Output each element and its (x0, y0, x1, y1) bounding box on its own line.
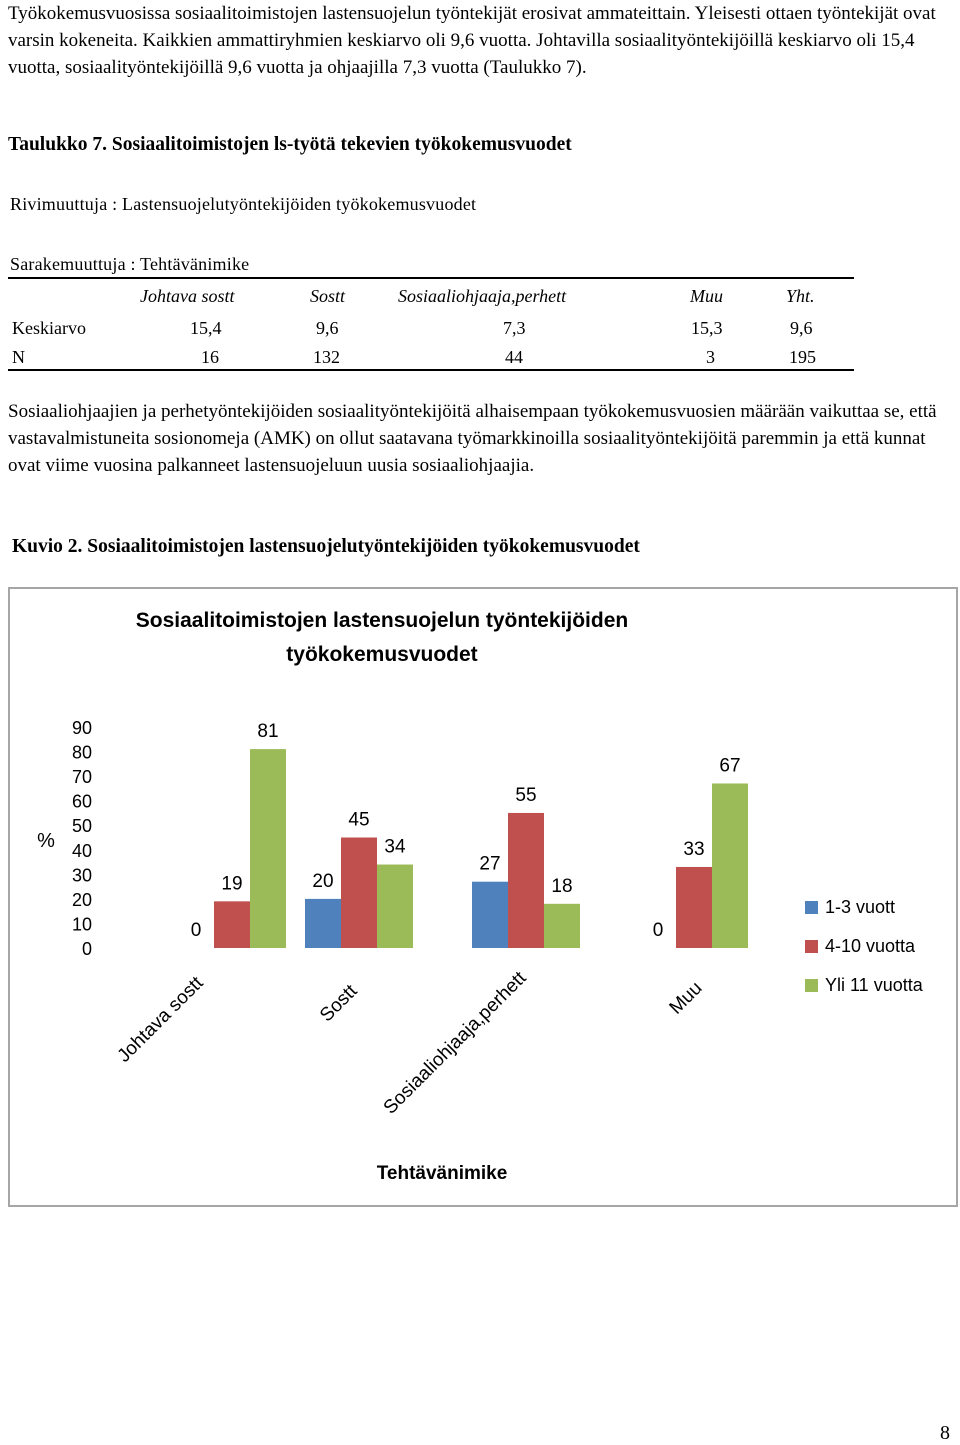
table-cell: 132 (313, 347, 340, 367)
y-tick-label: 50 (71, 816, 92, 837)
bar-chart (10, 589, 956, 1205)
bar (712, 783, 748, 948)
y-axis-label: % (37, 830, 55, 852)
table-header: Johtava sostt (140, 286, 235, 306)
table-caption: Taulukko 7. Sosiaalitoimistojen ls-työtä tekevien työkokemusvuodet (8, 134, 572, 155)
bar (544, 904, 580, 948)
bar (508, 813, 544, 948)
y-tick-label: 90 (71, 718, 92, 738)
table-cell: 15,4 (190, 318, 222, 338)
data-label: 33 (683, 838, 705, 860)
y-tick-label: 40 (71, 840, 92, 861)
bar (676, 867, 712, 948)
y-tick-label: 80 (71, 742, 92, 763)
chart-title-line2: työkokemusvuodet (286, 643, 478, 666)
table-row-label: Keskiarvo (12, 318, 86, 338)
bar (377, 865, 413, 948)
bar (214, 901, 250, 948)
data-label: 0 (652, 920, 664, 941)
intro-paragraph: Työkokemusvuosissa sosiaalitoimistojen lastensuojelun työntekijät erosivat ammateittain. Yleisesti ottaen työntekijät ovat varsin kokeneita. Kaikkien ammattiryhmien keskiarvo oli 9,6 vuotta. Johtavilla sosiaalityöntekijöillä keskiarvo oli 15,4 vuotta, sosiaalityöntekijöillä 9,6 vuotta ja ohjaajilla 7,3 vuotta (Taulukko 7). (8, 3, 936, 78)
legend-label: Yli 11 vuotta (825, 975, 923, 995)
y-tick-label: 60 (71, 791, 92, 812)
table-cell: 9,6 (316, 318, 339, 338)
bar (341, 838, 377, 949)
table-header: Sostt (310, 286, 346, 306)
table-header: Sosiaaliohjaaja,perhett (398, 286, 567, 306)
bar (305, 899, 341, 948)
data-label: 20 (312, 870, 334, 892)
legend-swatch (805, 979, 818, 992)
figure-caption: Kuvio 2. Sosiaalitoimistojen lastensuojelutyöntekijöiden työkokemusvuodet (12, 536, 640, 557)
y-tick-label: 70 (71, 767, 92, 788)
legend-swatch (805, 901, 818, 914)
legend-label: 4-10 vuotta (825, 936, 916, 956)
data-label: 27 (479, 853, 501, 875)
x-tick-label: Johtava sostt (113, 972, 208, 1067)
data-label: 67 (719, 755, 741, 777)
table-cell: 16 (201, 347, 219, 367)
table-header: Muu (690, 286, 723, 306)
table-cell: 9,6 (790, 318, 813, 338)
data-label: 81 (257, 721, 279, 743)
chart-container (8, 587, 958, 1207)
legend-label: 1-3 vuott (825, 897, 896, 917)
x-tick-label: Sosiaaliohjaaja,perhett (379, 967, 531, 1119)
body-paragraph: Sosiaaliohjaajien ja perhetyöntekijöiden sosiaalityöntekijöitä alhaisempaan työkokemusvuosien määrään vaikuttaa se, että vastavalmistuneita sosionomeja (AMK) on ollut saatavana työmarkkinoilla sosiaalityöntekijöitä paremmin ja että kunnat ovat viime vuosina palkanneet lastensuojeluun uusia sosiaaliohjaajia. (8, 401, 937, 476)
y-tick-label: 20 (71, 889, 92, 910)
table-cell: 3 (706, 347, 715, 367)
x-tick-label: Sostt (316, 980, 362, 1027)
x-tick-label: Muu (665, 977, 707, 1019)
table-header: Yht. (786, 286, 815, 306)
table-bottom-rule (8, 369, 854, 371)
y-tick-label: 0 (81, 939, 92, 959)
table-top-rule (8, 277, 854, 279)
page-number: 8 (940, 1422, 950, 1444)
table-cell: 7,3 (503, 318, 526, 338)
bar (472, 882, 508, 948)
x-axis-label: Tehtävänimike (376, 1163, 508, 1184)
data-label: 55 (515, 784, 537, 806)
data-label: 18 (551, 875, 573, 897)
chart-title-line1: Sosiaalitoimistojen lastensuojelun työntekijöiden (135, 609, 629, 632)
data-label: 34 (384, 836, 406, 858)
y-tick-label: 10 (71, 914, 92, 935)
data-label: 0 (190, 920, 202, 941)
row-variable-label: Rivimuuttuja : Lastensuojelutyöntekijöiden työkokemusvuodet (10, 194, 477, 214)
data-label: 45 (348, 809, 370, 831)
bar (250, 749, 286, 948)
table-cell: 195 (789, 347, 816, 367)
table-row-label: N (12, 347, 25, 367)
legend-swatch (805, 940, 818, 953)
y-tick-label: 30 (71, 865, 92, 886)
data-label: 19 (221, 873, 243, 895)
column-variable-label: Sarakemuuttuja : Tehtävänimike (10, 254, 250, 274)
table-cell: 44 (505, 347, 523, 367)
table-cell: 15,3 (691, 318, 723, 338)
